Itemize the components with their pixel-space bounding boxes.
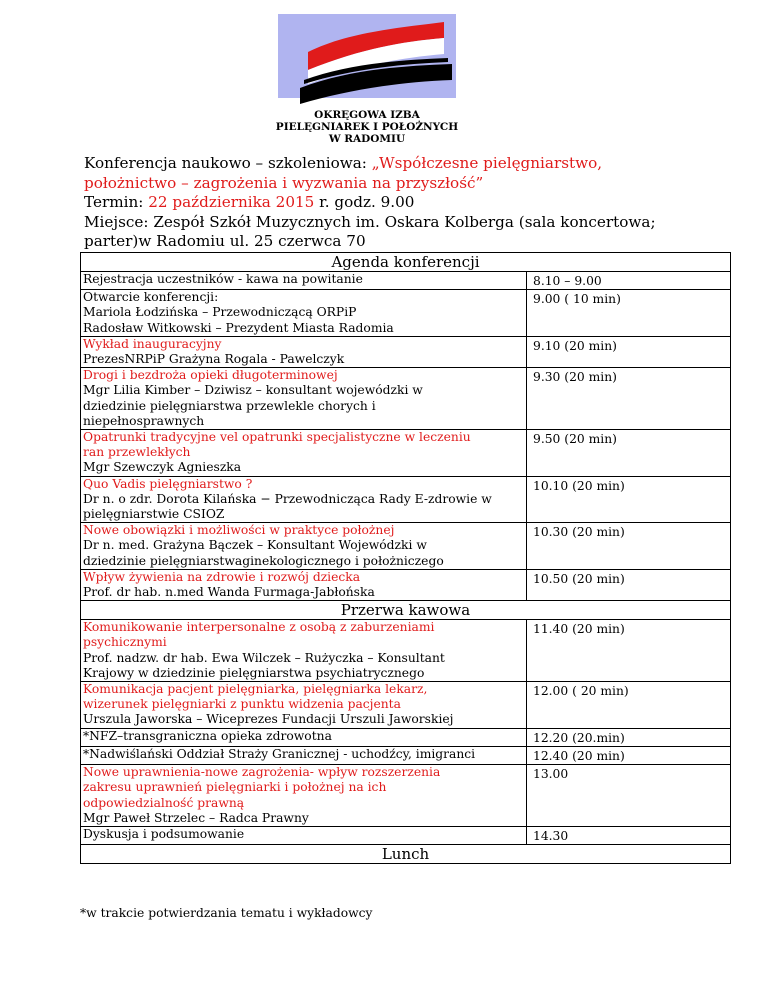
agenda-topic [81, 476, 527, 523]
agenda-speaker-line: pielęgniarstwie CSIOZ [83, 507, 225, 522]
agenda-topic [81, 523, 527, 570]
conference-term [84, 193, 724, 213]
agenda-speaker-line: dziedzinie pielęgniarstwa przewlekle chorych i [83, 398, 376, 413]
agenda-topic-title: Drogi i bezdroża opieki długoterminowej [83, 368, 338, 383]
lunch-row [81, 845, 731, 864]
agenda-topic-title: wizerunek pielęgniarki z punktu widzenia pacjenta [83, 697, 401, 712]
agenda-speaker-line: Mgr Lilia Kimber – Dziwisz – konsultant wojewódzki w [83, 383, 423, 398]
term-label: Termin: [84, 193, 149, 211]
agenda-row [81, 620, 731, 682]
agenda-time: 14.30 [527, 826, 731, 844]
agenda-topic [81, 682, 527, 729]
conference-prefix: Konferencja naukowo – szkoleniowa: [84, 154, 372, 172]
conference-place-line1: Miejsce: Zespół Szkół Muzycznych im. Oskara Kolberga (sala koncertowa; [84, 212, 656, 231]
agenda-time: 9.50 (20 min) [527, 430, 731, 477]
agenda-topic [81, 826, 527, 844]
agenda-topic [81, 336, 527, 367]
agenda-topic-title: Komunikacja pacjent pielęgniarka, pielęgniarka lekarz, [83, 682, 428, 697]
agenda-header: Agenda konferencji [81, 253, 731, 272]
term-date: 22 października 2015 [148, 193, 315, 211]
agenda-time: 12.20 (20.min) [527, 728, 731, 746]
agenda-topic [81, 569, 527, 600]
conference-title-line1 [84, 154, 724, 174]
agenda-body [81, 253, 731, 864]
agenda-topic [81, 368, 527, 430]
agenda-topic-title: odpowiedzialność prawną [83, 795, 245, 810]
agenda-row [81, 476, 731, 523]
agenda-time: 12.00 ( 20 min) [527, 682, 731, 729]
agenda-row [81, 430, 731, 477]
logo-text-line2: PIELĘGNIAREK I POŁOŻNYCH [275, 121, 459, 133]
lunch: Lunch [81, 845, 731, 864]
agenda-speaker-line: Otwarcie konferencji: [83, 290, 219, 305]
agenda-speaker-line: Prof. dr hab. n.med Wanda Furmaga-Jabłońska [83, 585, 375, 600]
agenda-row [81, 336, 731, 367]
agenda-row [81, 746, 731, 764]
agenda-row [81, 728, 731, 746]
agenda-topic [81, 272, 527, 290]
agenda-speaker-line: Dr n. o zdr. Dorota Kilańska − Przewodnicząca Rady E-zdrowie w [83, 491, 492, 506]
agenda-row [81, 569, 731, 600]
agenda-topic-title: Nowe uprawnienia-nowe zagrożenia- wpływ rozszerzenia [83, 765, 441, 780]
chamber-logo [248, 14, 486, 144]
agenda-row [81, 765, 731, 827]
agenda-speaker-line: Rejestracja uczestników - kawa na powitanie [83, 272, 363, 286]
logo-text-line3: W RADOMIU [328, 133, 406, 144]
agenda-time: 10.10 (20 min) [527, 476, 731, 523]
term-time: r. godz. 9.00 [314, 193, 415, 211]
agenda-row [81, 368, 731, 430]
conference-place-line2: parter)w Radomiu ul. 25 czerwca 70 [84, 232, 366, 250]
agenda-row [81, 523, 731, 570]
agenda-speaker-line: Dr n. med. Grażyna Bączek – Konsultant Wojewódzki w [83, 538, 427, 553]
coffee-break: Przerwa kawowa [81, 601, 731, 620]
agenda-speaker-line: Mariola Łodzińska – Przewodniczącą ORPiP [83, 305, 357, 320]
agenda-time: 13.00 [527, 765, 731, 827]
conference-title-line2: położnictwo – zagrożenia i wyzwania na przyszłość” [84, 173, 484, 192]
agenda-speaker-line: Urszula Jaworska – Wiceprezes Fundacji Urszuli Jaworskiej [83, 712, 454, 727]
agenda-speaker-line: Krajowy w dziedzinie pielęgniarstwa psychiatrycznego [83, 665, 425, 680]
agenda-speaker-line: dziedzinie pielęgniarstwaginekologicznego i położniczego [83, 553, 444, 568]
agenda-row [81, 272, 731, 290]
agenda-topic-title: Wpływ żywienia na zdrowie i rozwój dziecka [83, 569, 361, 584]
agenda-topic [81, 290, 527, 337]
agenda-topic-title: Nowe obowiązki i możliwości w praktyce położnej [83, 523, 395, 538]
agenda-time: 9.10 (20 min) [527, 336, 731, 367]
agenda-topic-title: psychicznymi [83, 635, 167, 650]
agenda-speaker-line: Radosław Witkowski – Prezydent Miasta Radomia [83, 320, 394, 335]
coffee-break-row [81, 601, 731, 620]
conference-title-part1: „Współczesne pielęgniarstwo, [371, 154, 603, 172]
agenda-topic [81, 728, 527, 746]
agenda-header-row [81, 253, 731, 272]
agenda-time: 11.40 (20 min) [527, 620, 731, 682]
agenda-topic-title: Wykład inauguracyjny [83, 336, 222, 351]
agenda-topic [81, 430, 527, 477]
agenda-time: 9.30 (20 min) [527, 368, 731, 430]
agenda-speaker-line: Mgr Paweł Strzelec – Radca Prawny [83, 810, 309, 825]
agenda-time: 8.10 – 9.00 [527, 272, 731, 290]
agenda-time: 12.40 (20 min) [527, 746, 731, 764]
agenda-topic-title: zakresu uprawnień pielęgniarki i położnej na ich [83, 780, 387, 795]
agenda-time: 10.50 (20 min) [527, 569, 731, 600]
agenda-speaker-line: Mgr Szewczyk Agnieszka [83, 460, 242, 475]
agenda-table [80, 252, 731, 864]
agenda-topic-title: Komunikowanie interpersonalne z osobą z zaburzeniami [83, 620, 435, 635]
agenda-topic [81, 746, 527, 764]
agenda-speaker-line: *Nadwiślański Oddział Straży Granicznej - uchodźcy, imigranci [83, 746, 476, 761]
agenda-row [81, 682, 731, 729]
agenda-row [81, 290, 731, 337]
agenda-topic [81, 765, 527, 827]
agenda-speaker-line: Dyskusja i podsumowanie [83, 826, 245, 841]
agenda-speaker-line: *NFZ–transgraniczna opieka zdrowotna [83, 728, 332, 743]
agenda-topic-title: Opatrunki tradycyjne vel opatrunki specjalistyczne w leczeniu [83, 430, 471, 445]
agenda-time: 9.00 ( 10 min) [527, 290, 731, 337]
agenda-time: 10.30 (20 min) [527, 523, 731, 570]
agenda-topic [81, 620, 527, 682]
logo-text-line1: OKRĘGOWA IZBA [314, 109, 420, 121]
agenda-row [81, 826, 731, 844]
conference-intro [84, 154, 724, 252]
agenda-speaker-line: Prof. nadzw. dr hab. Ewa Wilczek – Rużyczka – Konsultant [83, 650, 445, 665]
footnote: *w trakcie potwierdzania tematu i wykładowcy [80, 906, 373, 920]
agenda-topic-title: Quo Vadis pielęgniarstwo ? [83, 476, 253, 491]
agenda-speaker-line: PrezesNRPiP Grażyna Rogala - Pawelczyk [83, 352, 345, 367]
agenda-topic-title: ran przewlekłych [83, 445, 191, 460]
agenda-speaker-line: niepełnosprawnych [83, 413, 205, 428]
